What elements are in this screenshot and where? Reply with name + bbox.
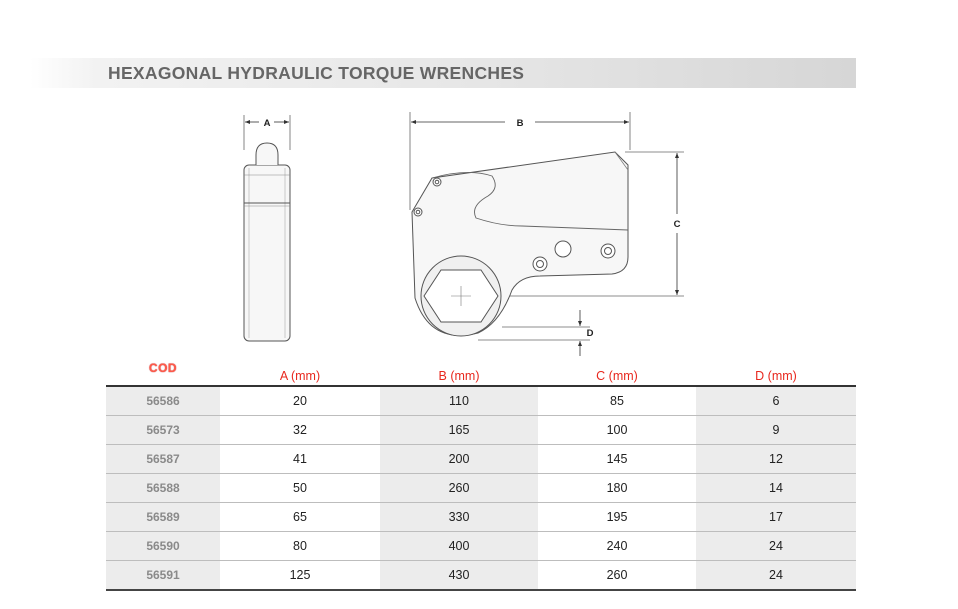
cell-b: 165 [380, 416, 538, 445]
cell-d: 6 [696, 386, 856, 416]
header-b: B (mm) [438, 369, 480, 383]
dim-d-label: D [586, 328, 594, 339]
cell-d: 24 [696, 561, 856, 591]
cell-a: 80 [293, 539, 307, 553]
cell-c: 260 [606, 568, 628, 582]
header-a: A (mm) [279, 369, 321, 383]
cell-b: 260 [380, 474, 538, 503]
table-row [106, 503, 856, 532]
cell-a: 65 [293, 510, 307, 524]
cell-b: 400 [380, 532, 538, 561]
cell-a: 125 [289, 568, 311, 582]
spec-table [106, 358, 856, 591]
side-view-drawing [244, 115, 290, 341]
front-view-drawing [410, 112, 684, 356]
cell-d: 9 [696, 416, 856, 445]
cell-d: 24 [696, 532, 856, 561]
cell-c: 100 [606, 423, 628, 437]
table-header-row [106, 358, 856, 386]
cell-code: 56588 [106, 474, 220, 503]
cell-d: 12 [696, 445, 856, 474]
header-d: D (mm) [755, 369, 797, 383]
cell-a: 41 [293, 452, 307, 466]
dim-a-label: A [263, 118, 271, 129]
cell-d: 14 [696, 474, 856, 503]
cell-c: 180 [606, 481, 628, 495]
table-row [106, 445, 856, 474]
cell-code: 56590 [106, 532, 220, 561]
dim-c-label: C [673, 219, 681, 230]
table-row [106, 386, 856, 416]
table-row [106, 416, 856, 445]
header-cod: COD [148, 361, 178, 375]
cell-a: 50 [293, 481, 307, 495]
cell-code: 56573 [106, 416, 220, 445]
dim-b-label: B [516, 118, 524, 129]
cell-c: 85 [610, 394, 624, 408]
page-title: HEXAGONAL HYDRAULIC TORQUE WRENCHES [108, 63, 525, 83]
cell-c: 145 [606, 452, 628, 466]
cell-code: 56586 [106, 386, 220, 416]
cell-code: 56591 [106, 561, 220, 591]
cell-c: 195 [606, 510, 628, 524]
cell-b: 430 [380, 561, 538, 591]
cell-d: 17 [696, 503, 856, 532]
table-row [106, 532, 856, 561]
header-c: C (mm) [596, 369, 638, 383]
cell-a: 20 [293, 394, 307, 408]
cell-code: 56589 [106, 503, 220, 532]
table-row [106, 474, 856, 503]
cell-b: 110 [380, 386, 538, 416]
table-row [106, 561, 856, 591]
cell-code: 56587 [106, 445, 220, 474]
cell-b: 330 [380, 503, 538, 532]
cell-c: 240 [606, 539, 628, 553]
cell-b: 200 [380, 445, 538, 474]
cell-a: 32 [293, 423, 307, 437]
